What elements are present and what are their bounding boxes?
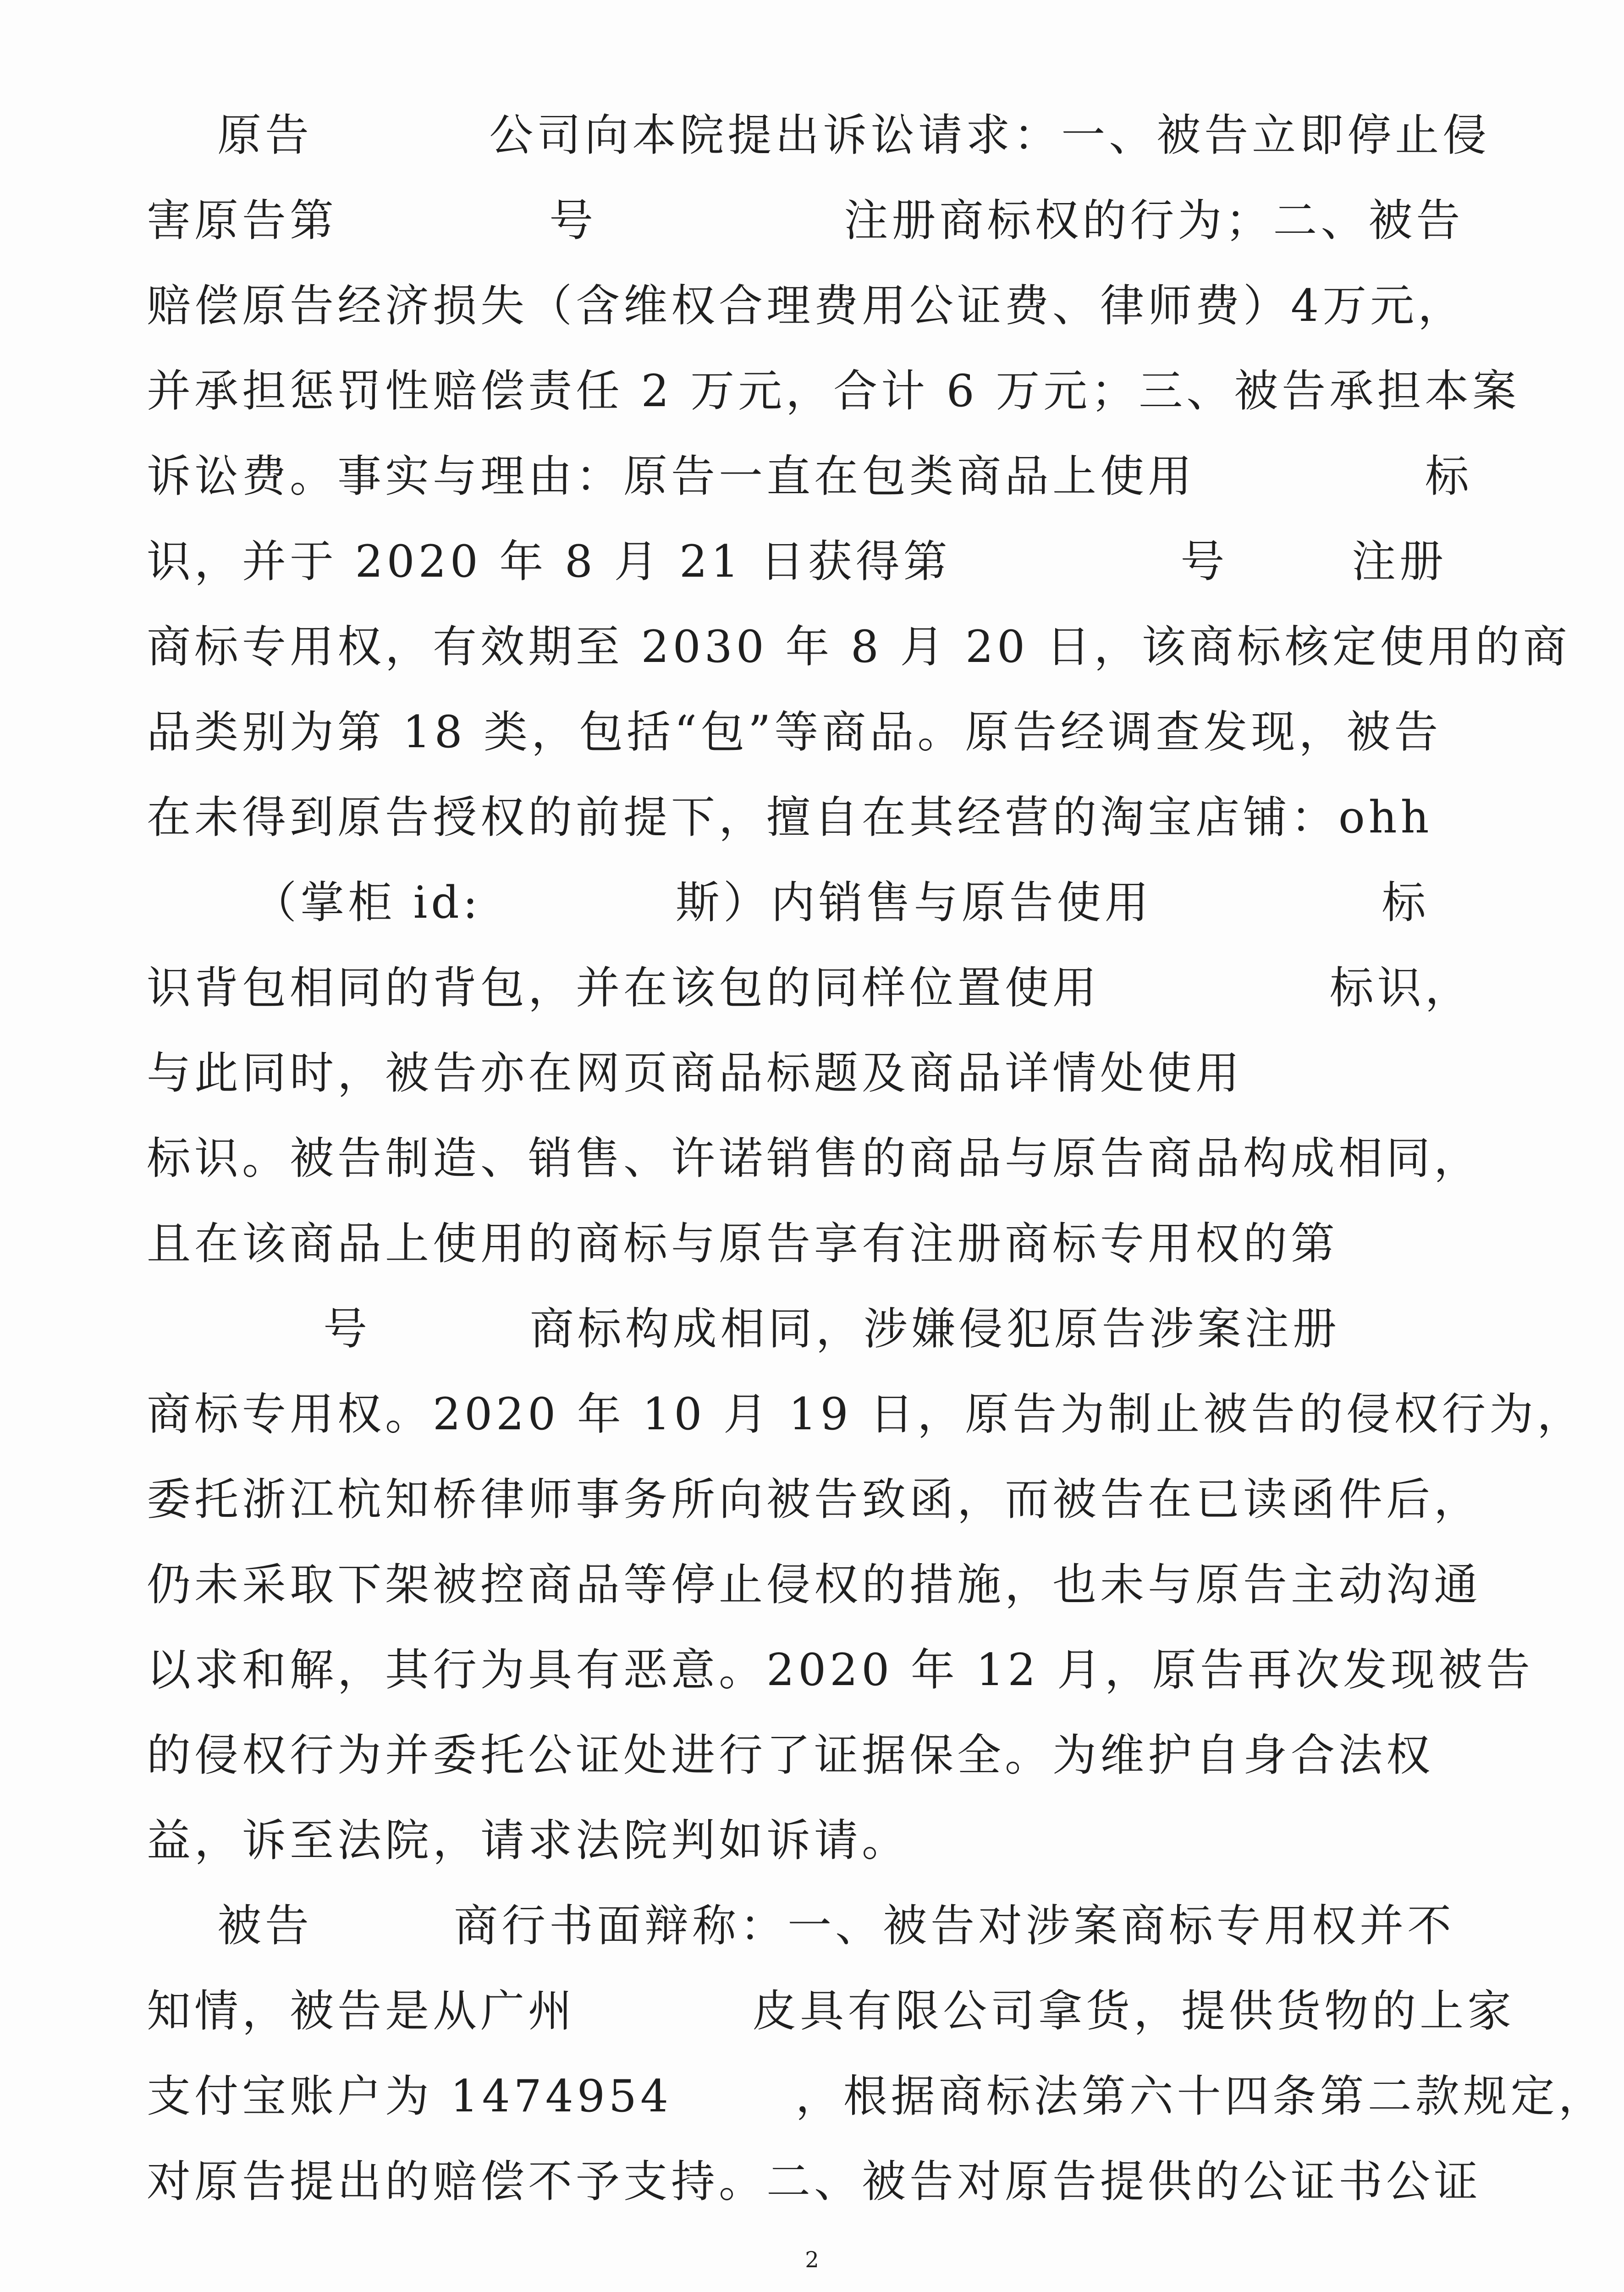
- document-line: 并承担惩罚性赔偿责任 2 万元，合计 6 万元；三、被告承担本案: [147, 365, 1520, 417]
- document-line: 原告 公司向本院提出诉讼请求：一、被告立即停止侵: [147, 110, 1491, 161]
- document-line: 商标专用权，有效期至 2030 年 8 月 20 日，该商标核定使用的商: [147, 621, 1571, 672]
- document-line: 识背包相同的背包，并在该包的同样位置使用 标识，: [147, 962, 1473, 1014]
- document-line: 商标专用权。2020 年 10 月 19 日，原告为制止被告的侵权行为，: [147, 1388, 1585, 1440]
- document-line: 诉讼费。事实与理由：原告一直在包类商品上使用 标: [147, 451, 1473, 502]
- document-line: 益，诉至法院，请求法院判如诉请。: [147, 1815, 909, 1866]
- document-line: 在未得到原告授权的前提下，擅自在其经营的淘宝店铺：ohh: [147, 792, 1433, 843]
- document-line: 委托浙江杭知桥律师事务所向被告致函，而被告在已读函件后，: [147, 1474, 1481, 1525]
- document-line: 的侵权行为并委托公证处进行了证据保全。为维护自身合法权: [147, 1730, 1434, 1781]
- document-line: 标识。被告制造、销售、许诺销售的商品与原告商品构成相同，: [147, 1133, 1481, 1184]
- document-line: 仍未采取下架被控商品等停止侵权的措施，也未与原告主动沟通: [147, 1559, 1481, 1610]
- document-line: 号 商标构成相同，涉嫌侵犯原告涉案注册: [147, 1303, 1340, 1355]
- document-line: 赔偿原告经济损失（含维权合理费用公证费、律师费）4万元，: [147, 280, 1466, 331]
- document-line: 被告 商行书面辩称：一、被告对涉案商标专用权并不: [147, 1900, 1455, 1951]
- document-line: 以求和解，其行为具有恶意。2020 年 12 月，原告再次发现被告: [147, 1644, 1534, 1696]
- document-line: 支付宝账户为 1474954 ，根据商标法第六十四条第二款规定，: [147, 2071, 1606, 2122]
- document-line: 与此同时，被告亦在网页商品标题及商品详情处使用: [147, 1047, 1243, 1099]
- document-line: （掌柜 id: 斯）内销售与原告使用 标: [147, 877, 1430, 928]
- document-line: 且在该商品上使用的商标与原告享有注册商标专用权的第: [147, 1218, 1338, 1269]
- page-number: 2: [805, 2247, 819, 2273]
- document-line: 品类别为第 18 类，包括“包”等商品。原告经调查发现，被告: [147, 706, 1442, 758]
- document-line: 对原告提出的赔偿不予支持。二、被告对原告提供的公证书公证: [147, 2156, 1481, 2207]
- document-line: 识，并于 2020 年 8 月 21 日获得第 号 注册: [147, 536, 1447, 587]
- document-line: 害原告第 号 注册商标权的行为；二、被告: [147, 195, 1464, 246]
- document-line: 知情，被告是从广州 皮具有限公司拿货，提供货物的上家: [147, 1985, 1515, 2037]
